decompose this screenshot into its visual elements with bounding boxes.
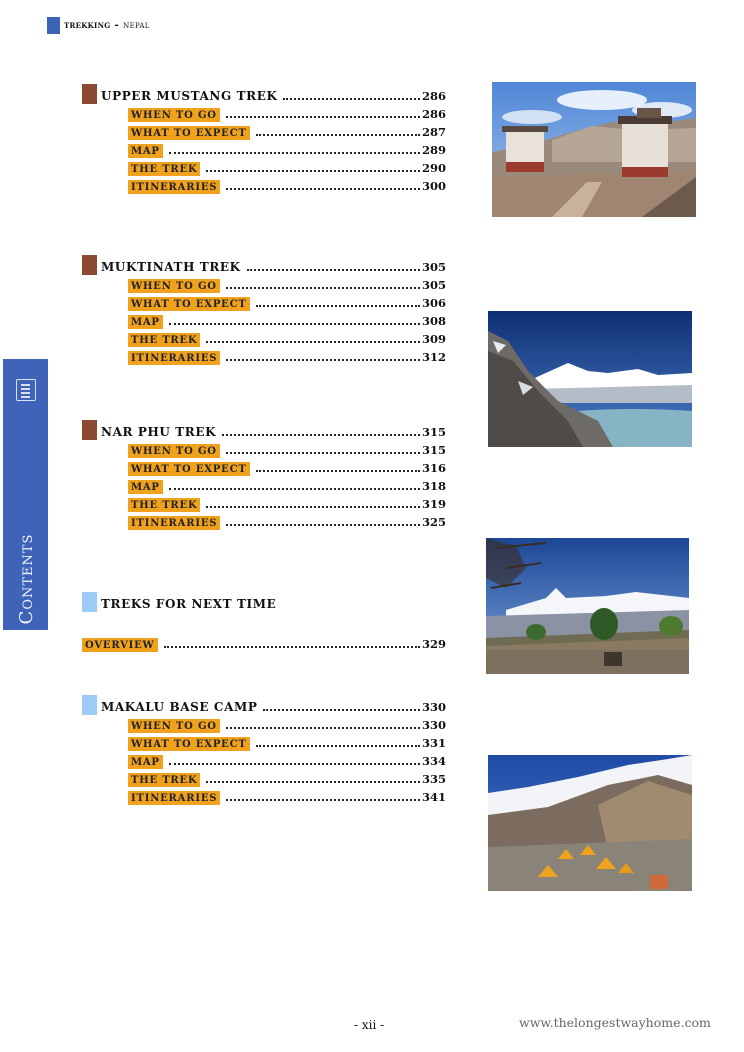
photo-upper-mustang: [492, 82, 696, 217]
toc-entry[interactable]: [82, 634, 446, 652]
page-number: 287: [421, 125, 446, 139]
section-marker: [82, 420, 97, 440]
toc-section-heading[interactable]: [82, 422, 446, 440]
toc-entry[interactable]: [82, 275, 446, 293]
page-number: 289: [421, 143, 446, 157]
dot-leader: [222, 434, 420, 436]
entry-label: WHEN TO GO: [128, 108, 220, 122]
page-number: 315: [421, 443, 446, 457]
entry-label: ITINERARIES: [128, 791, 220, 805]
toc-entry[interactable]: [82, 751, 446, 769]
dot-leader: [226, 188, 420, 190]
entry-label: MAP: [128, 755, 163, 769]
dot-leader: [226, 452, 420, 454]
page-number: 305: [421, 278, 446, 292]
page-number: 308: [421, 314, 446, 328]
page-number-footer: - xii -: [354, 1018, 385, 1032]
entry-label: WHEN TO GO: [128, 719, 220, 733]
page-number: 325: [421, 515, 446, 529]
toc-section-heading[interactable]: [82, 257, 446, 275]
dot-leader: [226, 799, 420, 801]
section-title: NAR PHU TREK: [101, 425, 217, 439]
section-title: UPPER MUSTANG TREK: [101, 89, 278, 103]
document-list-icon: [16, 379, 36, 401]
photo-muktinath: [488, 311, 692, 447]
entry-label: ITINERARIES: [128, 180, 220, 194]
page-number: 286: [421, 107, 446, 121]
toc-entry[interactable]: [82, 440, 446, 458]
dot-leader: [206, 170, 420, 172]
dot-leader: [263, 709, 420, 711]
dot-leader: [226, 116, 420, 118]
dot-leader: [169, 152, 420, 154]
page-number: 330: [421, 718, 446, 732]
page-number: 316: [421, 461, 446, 475]
header-title: trekking - nepal: [64, 19, 150, 31]
toc-entry[interactable]: [82, 347, 446, 365]
page-number: 331: [421, 736, 446, 750]
toc-entry[interactable]: [82, 122, 446, 140]
page-number: 300: [421, 179, 446, 193]
toc-section-heading[interactable]: [82, 594, 446, 612]
page-number: 341: [421, 790, 446, 804]
entry-label: WHAT TO EXPECT: [128, 126, 250, 140]
toc-section-heading[interactable]: [82, 86, 446, 104]
dot-leader: [256, 305, 420, 307]
section-title: MAKALU BASE CAMP: [101, 700, 258, 714]
dot-leader: [256, 134, 420, 136]
toc-section-heading[interactable]: [82, 697, 446, 715]
dot-leader: [169, 763, 420, 765]
entry-label: WHAT TO EXPECT: [128, 297, 250, 311]
photo-nar-phu: [486, 538, 689, 674]
page-number: 335: [421, 772, 446, 786]
entry-label: WHEN TO GO: [128, 279, 220, 293]
page-number: 318: [421, 479, 446, 493]
dot-leader: [226, 524, 420, 526]
page-number: 306: [421, 296, 446, 310]
page-number: 330: [421, 700, 446, 714]
page-number: 312: [421, 350, 446, 364]
entry-label: MAP: [128, 480, 163, 494]
toc-entry[interactable]: [82, 769, 446, 787]
dot-leader: [256, 470, 420, 472]
toc-entry[interactable]: [82, 787, 446, 805]
toc-entry[interactable]: [82, 512, 446, 530]
contents-side-tab[interactable]: [3, 359, 48, 630]
section-title: TREKS FOR NEXT TIME: [101, 597, 277, 611]
toc-entry[interactable]: [82, 715, 446, 733]
entry-label: MAP: [128, 144, 163, 158]
page-number: 290: [421, 161, 446, 175]
page-number: 309: [421, 332, 446, 346]
header-marker: [47, 17, 60, 34]
toc-entry[interactable]: [82, 494, 446, 512]
dot-leader: [169, 323, 420, 325]
entry-label: ITINERARIES: [128, 516, 220, 530]
entry-label: WHAT TO EXPECT: [128, 737, 250, 751]
entry-label: MAP: [128, 315, 163, 329]
toc-entry[interactable]: [82, 293, 446, 311]
dot-leader: [226, 287, 420, 289]
entry-label: ITINERARIES: [128, 351, 220, 365]
entry-label: THE TREK: [128, 162, 200, 176]
side-tab-label: Contents: [15, 533, 37, 625]
toc-section-nar-phu: [82, 422, 446, 530]
page-number: 329: [421, 637, 446, 651]
page-number: 286: [421, 89, 446, 103]
entry-label: WHEN TO GO: [128, 444, 220, 458]
page-number: 334: [421, 754, 446, 768]
section-marker: [82, 695, 97, 715]
entry-label: THE TREK: [128, 498, 200, 512]
dot-leader: [226, 359, 420, 361]
running-header: [47, 16, 150, 34]
dot-leader: [256, 745, 420, 747]
website-url[interactable]: www.thelongestwayhome.com: [519, 1015, 711, 1030]
toc-section-muktinath: [82, 257, 446, 365]
toc-entry[interactable]: [82, 458, 446, 476]
dot-leader: [169, 488, 420, 490]
toc-entry[interactable]: [82, 733, 446, 751]
toc-entry[interactable]: [82, 329, 446, 347]
dot-leader: [206, 781, 420, 783]
section-marker: [82, 255, 97, 275]
toc-entry[interactable]: [82, 476, 446, 494]
section-marker: [82, 84, 97, 104]
toc-section-treks-for-next-time: [82, 594, 446, 652]
entry-label: THE TREK: [128, 773, 200, 787]
page-number: 305: [421, 260, 446, 274]
dot-leader: [283, 98, 420, 100]
section-title: MUKTINATH TREK: [101, 260, 241, 274]
page-number: 315: [421, 425, 446, 439]
toc-entry[interactable]: [82, 104, 446, 122]
toc-entry[interactable]: [82, 140, 446, 158]
entry-label: OVERVIEW: [82, 638, 158, 652]
entry-label: THE TREK: [128, 333, 200, 347]
dot-leader: [247, 269, 420, 271]
toc-entry[interactable]: [82, 176, 446, 194]
photo-makalu-base-camp: [488, 755, 692, 891]
page-number: 319: [421, 497, 446, 511]
toc-section-upper-mustang: [82, 86, 446, 194]
toc-entry[interactable]: [82, 158, 446, 176]
toc-section-makalu-base-camp: [82, 697, 446, 805]
section-marker: [82, 592, 97, 612]
header-subtitle: nepal: [123, 19, 150, 31]
dot-leader: [206, 341, 420, 343]
dot-leader: [206, 506, 420, 508]
entry-label: WHAT TO EXPECT: [128, 462, 250, 476]
dot-leader: [164, 646, 420, 648]
dot-leader: [226, 727, 420, 729]
toc-entry[interactable]: [82, 311, 446, 329]
